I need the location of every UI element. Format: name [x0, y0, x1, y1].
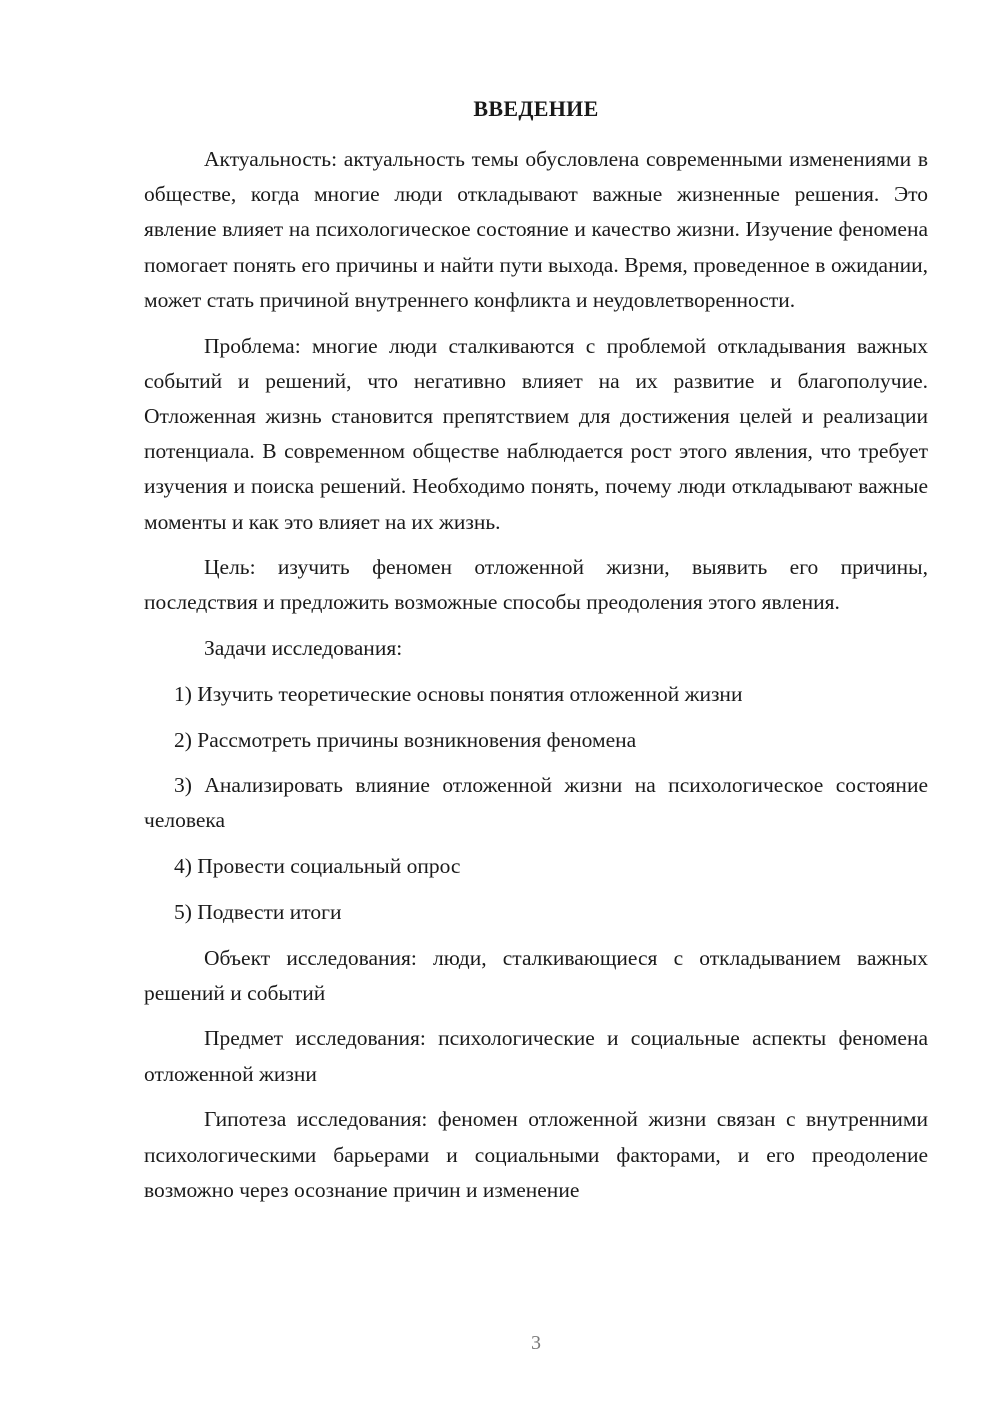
page-number: 3: [531, 1332, 541, 1354]
body-text: [144, 142, 928, 1218]
paragraph-subject: Предмет исследования: психологические и социальные аспекты феномена отложенной жизни: [144, 1026, 928, 1086]
paragraph-hypothesis: Гипотеза исследования: феномен отложенной жизни связан с внутренними психологическими барьерами и социальными факторами, и его преодоление возможно через осознание причин и изменение: [144, 1107, 928, 1202]
paragraph-goal: Цель: изучить феномен отложенной жизни, выявить его причины, последствия и предложить возможные способы преодоления этого явления.: [144, 555, 928, 615]
task-item-2: 2) Рассмотреть причины возникновения феномена: [174, 727, 637, 752]
task-item-4: 4) Провести социальный опрос: [174, 854, 461, 879]
task-item-1: 1) Изучить теоретические основы понятия отложенной жизни: [174, 681, 743, 706]
paragraph-object: Объект исследования: люди, сталкивающиеся с откладыванием важных решений и событий: [144, 945, 928, 1005]
paragraph-tasks-heading: Задачи исследования:: [204, 636, 403, 661]
task-item-5: 5) Подвести итоги: [174, 899, 342, 924]
task-item-3: 3) Анализировать влияние отложенной жизни на психологическое состояние человека: [144, 773, 928, 833]
paragraph-relevance: Актуальность: актуальность темы обусловлена современными изменениями в обществе, когда многие люди откладывают важные жизненные решения. Это явление влияет на психологическое состояние и качество жизни. Изучение феномена помогает понять его причины и найти пути выхода. Время, проведенное в ожидании, может стать причиной внутреннего конфликта и неудовлетворенности.: [144, 147, 928, 312]
paragraph-problem: Проблема: многие люди сталкиваются с проблемой откладывания важных событий и решений, что негативно влияет на их развитие и благополучие. Отложенная жизнь становится препятствием для достижения целей и реализации потенциала. В современном обществе наблюдается рост этого явления, что требует изучения и поиска решений. Необходимо понять, почему люди откладывают важные моменты и как это влияет на их жизнь.: [144, 333, 928, 534]
section-heading: ВВЕДЕНИЕ: [473, 96, 599, 121]
